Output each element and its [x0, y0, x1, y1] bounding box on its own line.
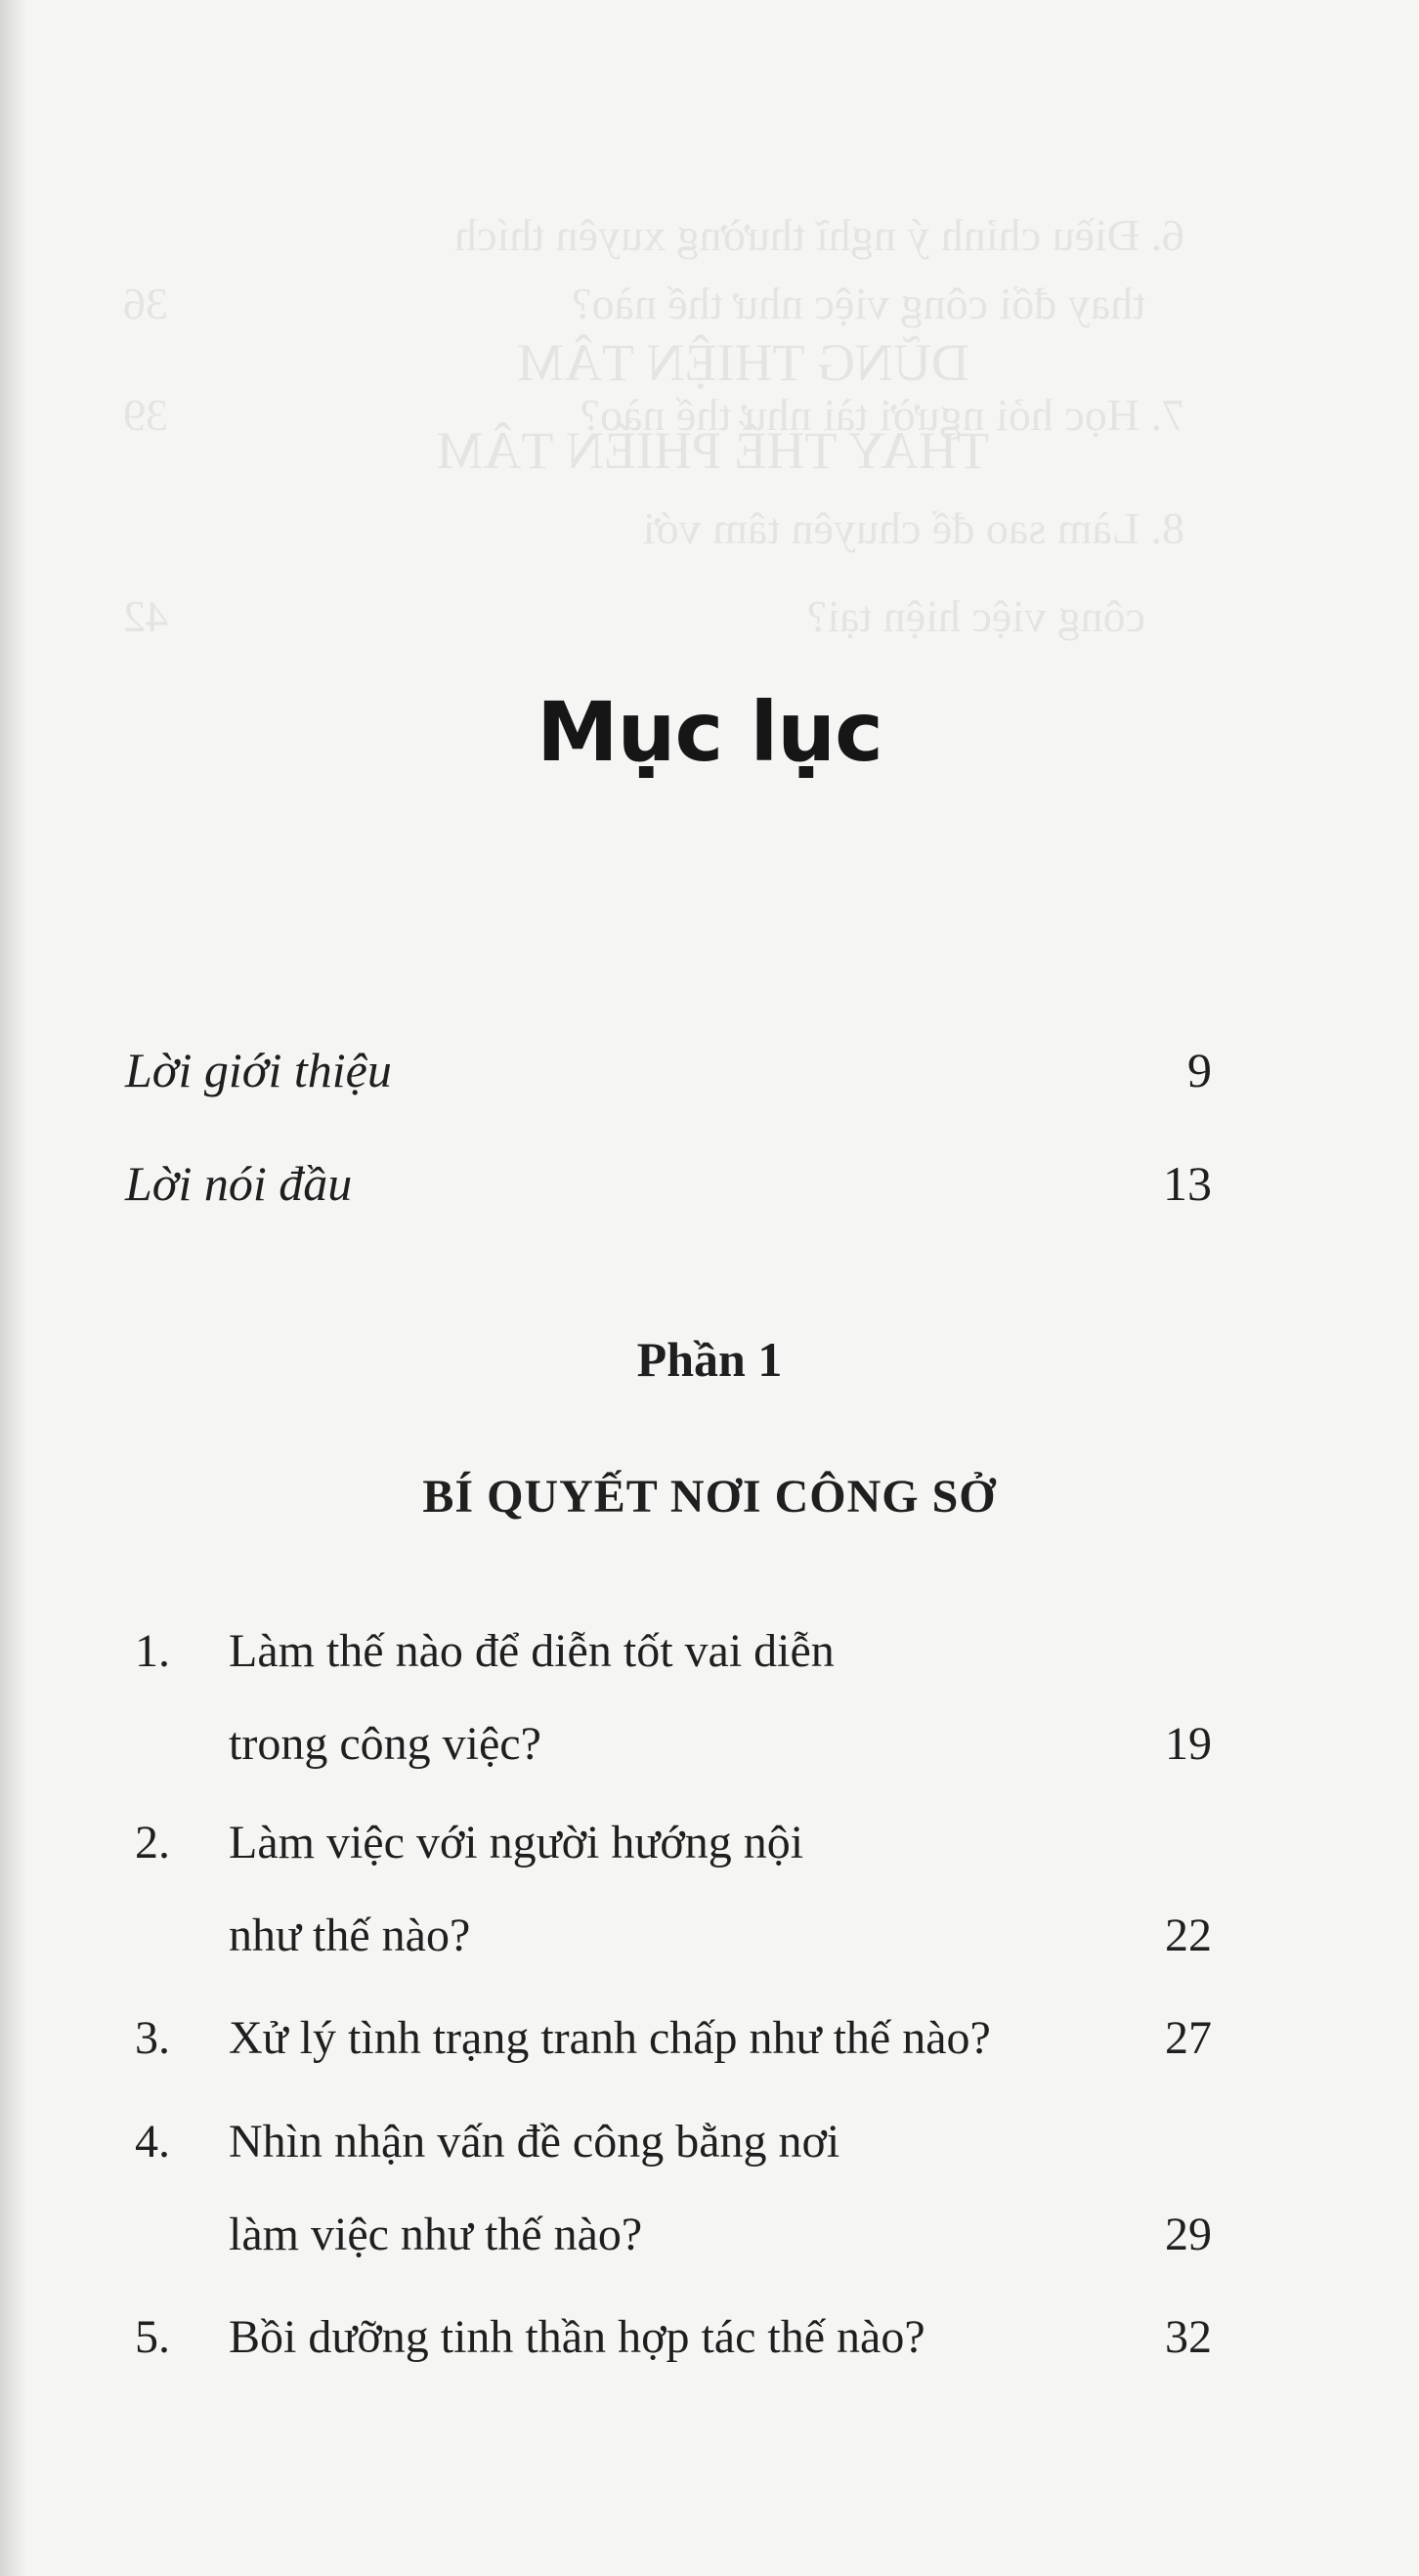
toc-entry-number: 5. [135, 2311, 170, 2363]
page-title: Mục lục [537, 684, 882, 780]
toc-entry-title-continued: như thế nào? [229, 1910, 471, 1961]
toc-entry-number: 1. [135, 1625, 170, 1677]
toc-page-number: 32 [1165, 2311, 1212, 2363]
toc-intro-label: Lời giới thiệu [125, 1043, 392, 1097]
toc-entry-title: Nhìn nhận vấn đề công bằng nơi [229, 2116, 840, 2168]
show-through-line: 8. Làm sao để chuyên tâm với [642, 503, 1184, 553]
toc-entry-title: Bồi dưỡng tinh thần hợp tác thế nào? [229, 2311, 925, 2363]
show-through-line: 6. Điều chỉnh ý nghĩ thường xuyên thích [454, 210, 1184, 260]
toc-intro-item [125, 1155, 1212, 1212]
show-through-line: DŨNG THIỆN TÂM [517, 333, 969, 392]
toc-entry-number: 4. [135, 2116, 170, 2168]
show-through-line: 7. Học hỏi người tài như thế nào? [580, 390, 1184, 440]
toc-entry-number: 3. [135, 2012, 170, 2064]
toc-page-number: 19 [1165, 1718, 1212, 1770]
toc-entry-title-continued: làm việc như thế nào? [229, 2209, 643, 2260]
toc-entry-number: 2. [135, 1817, 170, 1868]
toc-entry-title: Xử lý tình trạng tranh chấp như thế nào? [229, 2012, 991, 2064]
part-label: Phần 1 [636, 1332, 783, 1387]
toc-page-number: 27 [1165, 2012, 1212, 2064]
page-edge-shadow [0, 0, 27, 2576]
show-through-line: công việc hiện tại? [806, 591, 1145, 641]
toc-entry-title-continued: trong công việc? [229, 1718, 541, 1770]
show-through-line: 39 [123, 390, 168, 440]
toc-page-number: 13 [1163, 1156, 1212, 1211]
show-through-line: 36 [123, 279, 168, 328]
toc-entry-title: Làm việc với người hướng nội [229, 1817, 804, 1868]
show-through-line: 42 [123, 591, 168, 641]
toc-page-number: 22 [1165, 1910, 1212, 1961]
part-title: BÍ QUYẾT NƠI CÔNG SỞ [422, 1471, 997, 1523]
toc-entry-title: Làm thế nào để diễn tốt vai diễn [229, 1625, 835, 1677]
toc-page-number: 29 [1165, 2209, 1212, 2260]
show-through-line: thay đổi công việc như thế nào? [572, 279, 1145, 328]
toc-intro-label: Lời nói đầu [125, 1156, 353, 1211]
toc-page-number: 9 [1187, 1043, 1212, 1097]
toc-intro-item [125, 1042, 1212, 1098]
show-through-line: THAY THẾ PHIỀN TÂM [436, 421, 989, 480]
